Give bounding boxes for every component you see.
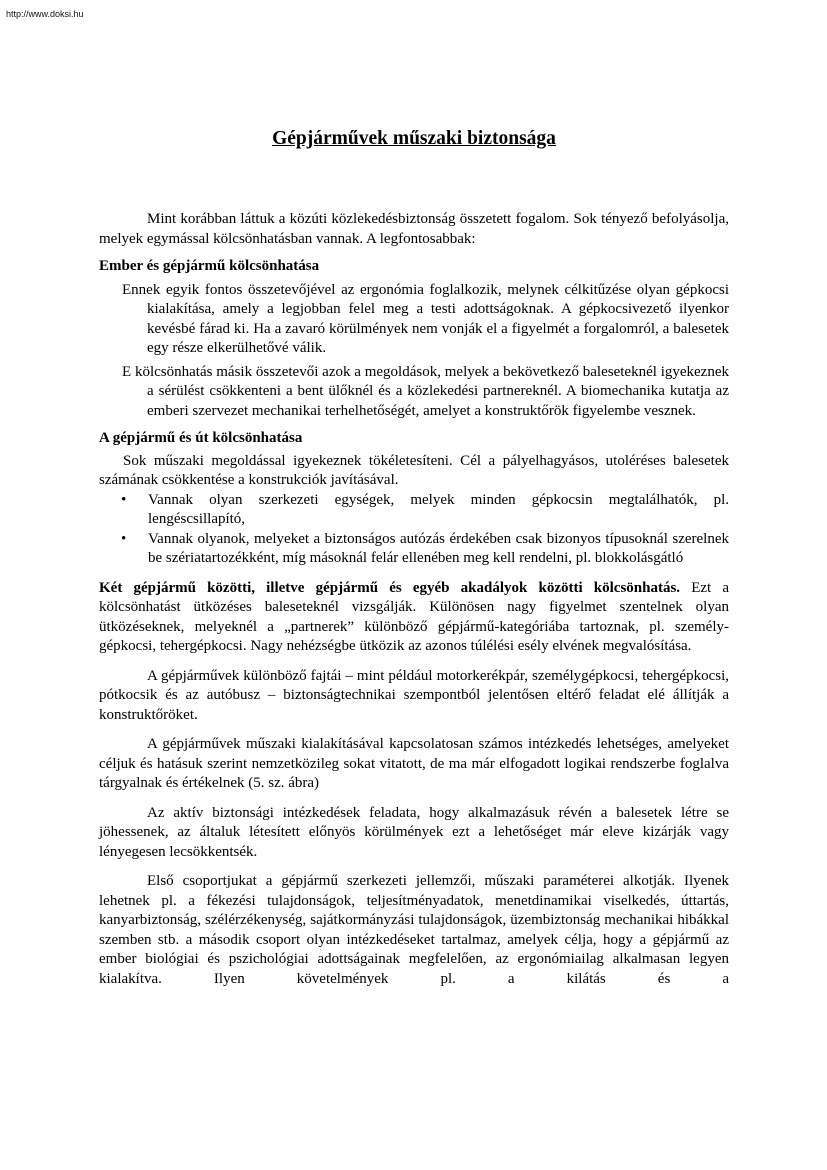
paragraph-technical-solutions: Sok műszaki megoldással igyekeznek tökéletesíteni. Cél a pályelhagyásos, utoléréses balesetek számának csökkentése a konstrukciók javításával. <box>99 452 729 488</box>
collision-text: Ezt a kölcsönhatást ütközéses baleseteknél vizsgálják. Különösen nagy figyelmet szentelnek olyan ütközéseknek, melyeknél a „partnerek” különböző gépjármű-kategóriába tartoznak, pl. személy-gépkocsi, tehergépkocsi. Nagy nehézségbe ütközik az azonos túlélési esély elvének megvalósítása. <box>99 579 729 654</box>
list-item-text: Vannak olyanok, melyeket a biztonságos autózás érdekében csak bizonyos típusoknál szerelnek be szériatartozékként, míg másoknál felár ellenében meg kell rendelni, pl. blokkolásgátló <box>148 530 729 566</box>
section-heading-vehicle-road: A gépjármű és út kölcsönhatása <box>99 430 303 446</box>
source-url[interactable]: http://www.doksi.hu <box>6 9 84 19</box>
paragraph-active-safety: Az aktív biztonsági intézkedések feladata, hogy alkalmazásuk révén a balesetek létre se jöhessenek, az általuk létesített előnyös körülmények ezt a lehetőséget már eleve kizárják vagy lényegesen lecsökkentsék. <box>99 804 729 860</box>
paragraph-vehicle-types: A gépjárművek különböző fajtái – mint például motorkerékpár, személygépkocsi, tehergépkocsi, pótkocsik és az autóbusz – biztonságtechnikai szempontból jelentősen eltérő feladat elé állítják a konstruktőröket. <box>99 667 729 723</box>
paragraph-first-group: Első csoportjukat a gépjármű szerkezeti jellemzői, műszaki paraméterei alkotják. Ilyenek lehetnek pl. a fékezési tulajdonságok, teljesítményadatok, menetdinamikai viselkedés, úttartás, kanyarbiztonság, szélérzékenység, sajátkormányzási tulajdonságok, üzembiztonság mechanikai hibákkal szemben stb. a második csoport olyan intézkedéseket tartalmaz, amelyek célja, hogy a gépjármű az ember biológiai és pszichológiai adottságainak megfelelően, az ergonómiailag alkalmasan legyen kialakítva. Ilyen követelmények pl. a kilátás és a <box>99 873 729 987</box>
document-title: Gépjárművek műszaki biztonsága <box>272 128 556 149</box>
list-item-text: Vannak olyan szerkezeti egységek, melyek minden gépkocsin megtalálhatók, pl. lengéscsillapító, <box>148 491 729 527</box>
section-heading-human-vehicle: Ember és gépjármű kölcsönhatása <box>99 258 320 274</box>
intro-paragraph: Mint korábban láttuk a közúti közlekedésbiztonság összetett fogalom. Sok tényező befolyásolja, melyek egymással kölcsönhatásban vannak. A legfontosabbak: <box>99 211 729 247</box>
paragraph-biomechanics: E kölcsönhatás másik összetevői azok a megoldások, melyek a bekövetkező baleseteknél igyekeznek a sérülést csökkenteni a bent ülőknél és a közlekedési partnereknél. A biomechanika kutatja az emberi szervezet mechanikai terhelhetőségét, amelyet a konstruktőrök figyelembe vesznek. <box>122 363 729 419</box>
document-page <box>99 126 729 989</box>
bullet-list <box>99 491 729 569</box>
bullet-icon: • <box>121 530 127 547</box>
paragraph-ergonomics: Ennek egyik fontos összetevőjével az ergonómia foglalkozik, melynek célkitűzése olyan gépkocsi kialakítása, amely a legjobban felel meg a testi adottságoknak. A gépkocsivezető ilyenkor kevésbé fárad ki. Ha a zavaró körülmények nem vonják el a figyelmét a forgalomról, a balesetek egy része elkerülhetővé válik. <box>122 281 729 356</box>
list-item <box>99 530 729 569</box>
paragraph-collision <box>99 579 729 657</box>
list-item <box>99 491 729 530</box>
bullet-icon: • <box>121 491 127 508</box>
paragraph-measures: A gépjárművek műszaki kialakításával kapcsolatosan számos intézkedés lehetséges, amelyeket céljuk és hatásuk szerint nemzetközileg sokat vitatott, de ma már elfogadott logikai rendszerbe foglalva tárgyalnak és értékelnek (5. sz. ábra) <box>99 736 729 791</box>
inline-heading-collision: Két gépjármű közötti, illetve gépjármű és egyéb akadályok közötti kölcsönhatás. <box>99 579 681 596</box>
